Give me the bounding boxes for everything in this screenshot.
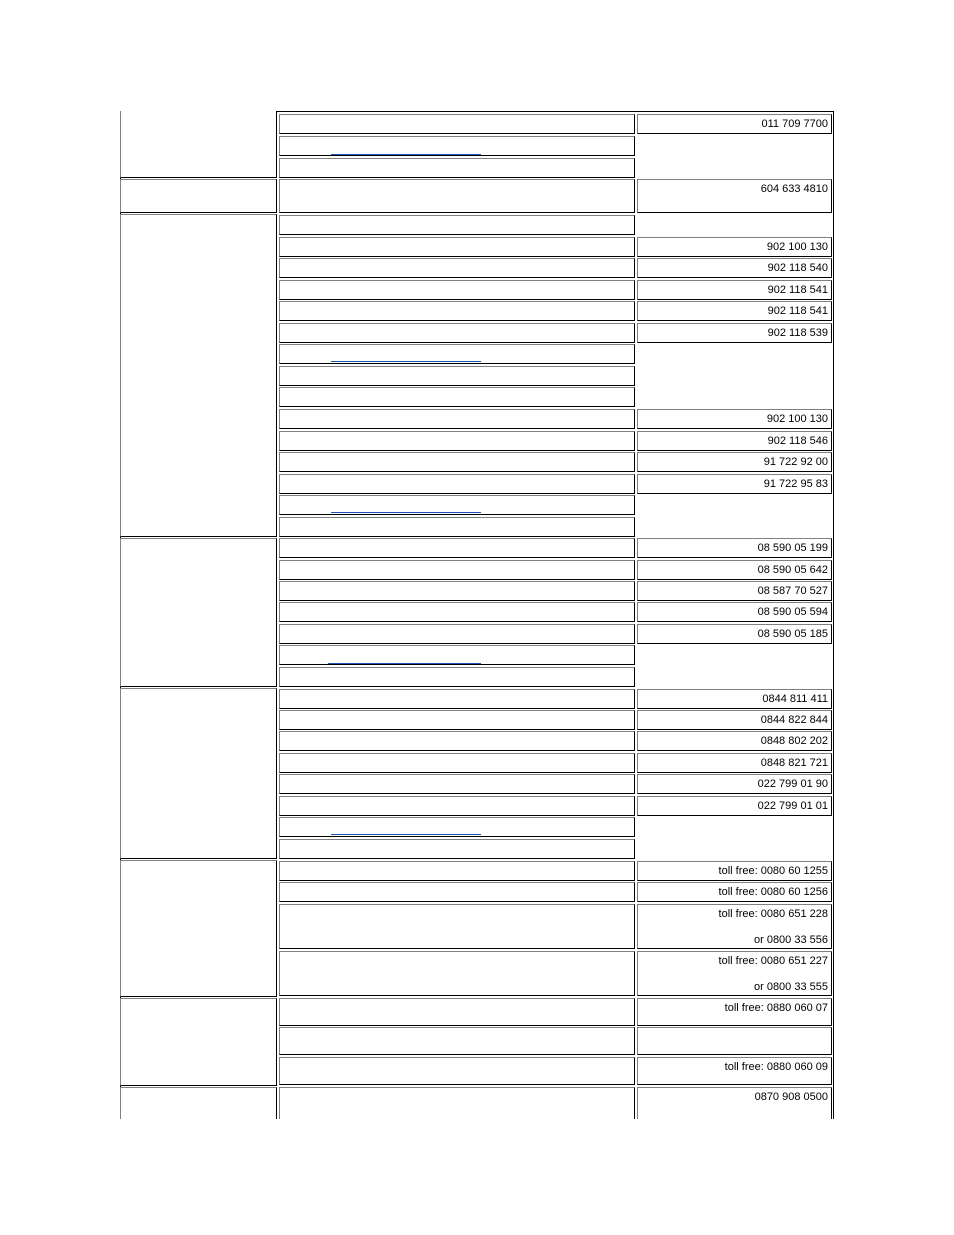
service-cell bbox=[279, 301, 635, 321]
service-cell bbox=[279, 998, 635, 1026]
phone-cell bbox=[637, 114, 832, 134]
phone-cell bbox=[637, 474, 832, 494]
phone-cell bbox=[637, 861, 832, 881]
phone-cell bbox=[637, 431, 832, 451]
table-top-edge bbox=[276, 111, 834, 112]
phone-number: 08 587 70 527 bbox=[757, 585, 828, 597]
country-cell-1 bbox=[120, 111, 277, 178]
phone-cell bbox=[637, 301, 832, 321]
phone-cell bbox=[637, 237, 832, 257]
phone-number: toll free: 0880 060 09 bbox=[724, 1061, 828, 1073]
phone-number: 08 590 05 594 bbox=[757, 606, 828, 618]
service-cell bbox=[279, 560, 635, 580]
phone-cell bbox=[637, 560, 832, 580]
service-cell bbox=[279, 839, 635, 859]
phone-cell bbox=[637, 796, 832, 816]
service-cell bbox=[279, 861, 635, 881]
country-cell-7 bbox=[120, 998, 277, 1086]
phone-cell bbox=[637, 951, 832, 996]
phone-number: 022 799 01 01 bbox=[757, 800, 828, 812]
country-cell-3 bbox=[120, 214, 277, 537]
phone-cell bbox=[637, 753, 832, 773]
service-cell bbox=[279, 731, 635, 751]
service-cell bbox=[279, 237, 635, 257]
phone-number: toll free: 0080 60 1256 bbox=[718, 886, 828, 898]
phone-cell bbox=[637, 689, 832, 709]
phone-number: 902 118 541 bbox=[767, 284, 828, 296]
phone-number: 902 100 130 bbox=[766, 413, 828, 425]
service-cell bbox=[279, 136, 635, 156]
phone-cell bbox=[637, 538, 832, 558]
service-cell bbox=[279, 538, 635, 558]
phone-number: 91 722 92 00 bbox=[763, 456, 828, 468]
phone-number: 0848 821 721 bbox=[760, 757, 828, 769]
phone-number: toll free: 0880 060 07 bbox=[724, 1002, 828, 1014]
table-right-edge bbox=[833, 111, 834, 1119]
country-cell-5 bbox=[120, 688, 277, 859]
website-link[interactable] bbox=[331, 145, 481, 155]
service-cell bbox=[279, 817, 635, 837]
service-cell bbox=[279, 904, 635, 949]
phone-cell bbox=[637, 179, 832, 213]
phone-number: 91 722 95 83 bbox=[763, 478, 828, 490]
phone-cell bbox=[637, 280, 832, 300]
service-cell bbox=[279, 1057, 635, 1085]
service-cell bbox=[279, 409, 635, 429]
phone-number: 0848 802 202 bbox=[760, 735, 828, 747]
website-link[interactable] bbox=[331, 503, 481, 513]
phone-cell bbox=[637, 602, 832, 622]
phone-number: 902 118 539 bbox=[767, 327, 828, 339]
service-cell bbox=[279, 882, 635, 902]
phone-number-alt: or 0800 33 555 bbox=[753, 981, 828, 993]
service-cell bbox=[279, 495, 635, 515]
phone-number: 0870 908 0500 bbox=[754, 1091, 828, 1103]
service-cell bbox=[279, 323, 635, 343]
phone-cell bbox=[637, 731, 832, 751]
country-cell-6 bbox=[120, 860, 277, 997]
service-cell bbox=[279, 1027, 635, 1055]
phone-number: 0844 822 844 bbox=[760, 714, 828, 726]
service-cell bbox=[279, 581, 635, 601]
service-cell bbox=[279, 753, 635, 773]
phone-number: 08 590 05 642 bbox=[757, 564, 828, 576]
website-link[interactable] bbox=[331, 352, 481, 362]
phone-cell bbox=[637, 323, 832, 343]
service-cell bbox=[279, 796, 635, 816]
phone-number: 902 100 130 bbox=[766, 241, 828, 253]
phone-number: 011 709 7700 bbox=[761, 118, 828, 130]
phone-number: toll free: 0080 651 228 bbox=[718, 908, 828, 920]
service-cell bbox=[279, 517, 635, 537]
phone-cell bbox=[637, 882, 832, 902]
phone-cell bbox=[637, 904, 832, 949]
service-cell bbox=[279, 624, 635, 644]
phone-number: 08 590 05 185 bbox=[757, 628, 828, 640]
phone-number: 08 590 05 199 bbox=[757, 542, 828, 554]
phone-number: 902 118 541 bbox=[767, 305, 828, 317]
phone-cell bbox=[637, 1027, 832, 1055]
phone-cell bbox=[637, 409, 832, 429]
service-cell bbox=[279, 667, 635, 687]
phone-number: 902 118 540 bbox=[767, 262, 828, 274]
phone-number: 604 633 4810 bbox=[760, 183, 828, 195]
phone-cell bbox=[637, 710, 832, 730]
service-cell bbox=[279, 258, 635, 278]
service-cell bbox=[279, 452, 635, 472]
website-link[interactable] bbox=[328, 654, 481, 664]
phone-number-alt: or 0800 33 556 bbox=[753, 934, 828, 946]
page-bottom-margin bbox=[0, 1119, 954, 1235]
service-cell bbox=[279, 179, 635, 213]
phone-number: 0844 811 411 bbox=[762, 693, 828, 705]
phone-number: 022 799 01 90 bbox=[757, 778, 828, 790]
service-cell bbox=[279, 344, 635, 364]
service-cell bbox=[279, 645, 635, 665]
service-cell bbox=[279, 280, 635, 300]
phone-cell bbox=[637, 624, 832, 644]
website-link[interactable] bbox=[331, 825, 481, 835]
service-cell bbox=[279, 431, 635, 451]
service-cell bbox=[279, 366, 635, 386]
phone-number: toll free: 0080 651 227 bbox=[718, 955, 828, 967]
phone-cell bbox=[637, 581, 832, 601]
service-cell bbox=[279, 710, 635, 730]
service-cell bbox=[279, 689, 635, 709]
phone-cell bbox=[637, 258, 832, 278]
service-cell bbox=[279, 114, 635, 134]
service-cell bbox=[279, 774, 635, 794]
country-cell-2 bbox=[120, 179, 277, 213]
phone-cell bbox=[637, 1057, 832, 1085]
country-cell-4 bbox=[120, 538, 277, 687]
service-cell bbox=[279, 158, 635, 178]
phone-cell bbox=[637, 452, 832, 472]
phone-number: toll free: 0080 60 1255 bbox=[718, 865, 828, 877]
service-cell bbox=[279, 474, 635, 494]
phone-cell bbox=[637, 774, 832, 794]
service-cell bbox=[279, 387, 635, 407]
service-cell bbox=[279, 951, 635, 996]
service-cell bbox=[279, 215, 635, 235]
phone-cell bbox=[637, 998, 832, 1026]
phone-number: 902 118 546 bbox=[767, 435, 828, 447]
service-cell bbox=[279, 602, 635, 622]
